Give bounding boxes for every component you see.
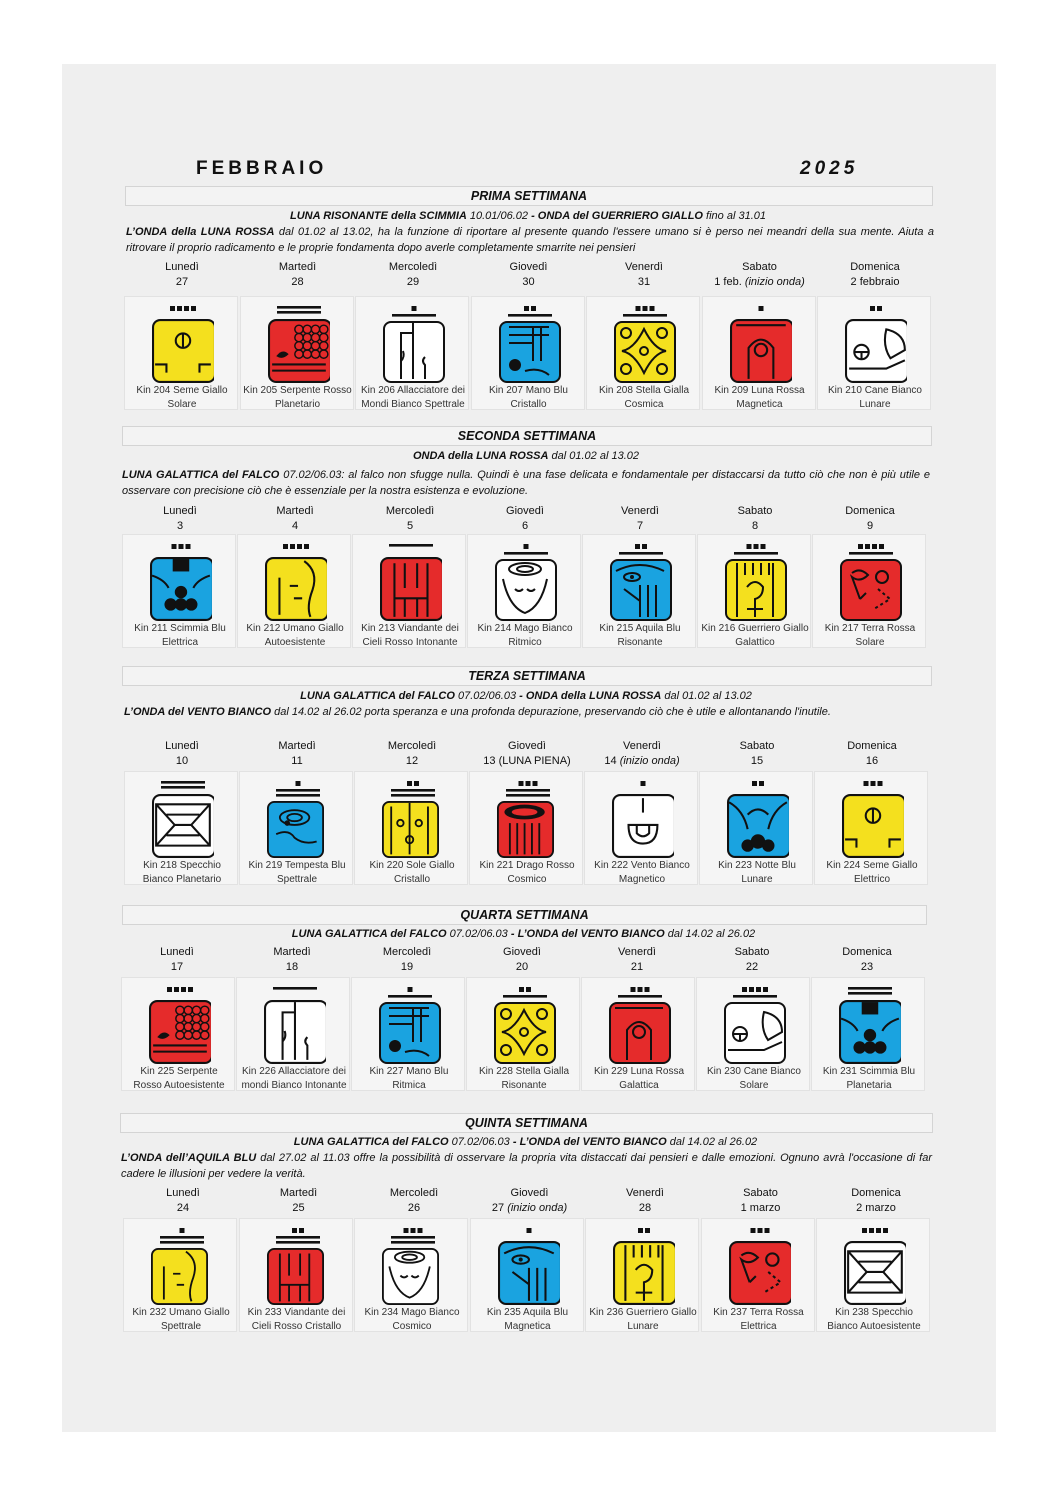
wave-dates: fino al 31.01 xyxy=(703,210,766,222)
day-name: Sabato xyxy=(734,946,770,958)
kin-glyph-icon xyxy=(842,778,904,858)
day-name: Mercoledì xyxy=(389,1187,439,1199)
day-name: Mercoledì xyxy=(387,740,437,752)
wave-dates: dal 01.02 al 13.02 xyxy=(548,450,639,462)
day-date: 8 xyxy=(751,520,759,532)
moon-name: LUNA GALATTICA del FALCO xyxy=(300,690,455,702)
day-name: Venerdì xyxy=(625,261,663,273)
day-name: Giovedì xyxy=(509,261,548,273)
kin-caption: Kin 218 Specchio Bianco Planetario xyxy=(142,860,222,885)
kin-cell xyxy=(469,771,583,885)
day-name: Domenica xyxy=(847,740,897,752)
kin-glyph-icon xyxy=(498,1225,560,1305)
day-date: 15 xyxy=(750,755,764,767)
kin-glyph-icon xyxy=(267,778,329,858)
kin-cell xyxy=(466,977,580,1091)
kin-glyph-icon xyxy=(729,1225,791,1305)
day-header xyxy=(354,739,470,769)
day-name: Martedì xyxy=(276,505,314,517)
kin-cell xyxy=(122,534,236,648)
kin-glyph-icon xyxy=(494,984,556,1064)
week-title: SECONDA SETTIMANA xyxy=(122,426,932,446)
kin-glyph-icon xyxy=(265,541,327,621)
kin-cell xyxy=(237,534,351,648)
day-header xyxy=(814,739,930,769)
day-date: 1 feb. (inizio onda) xyxy=(714,276,805,288)
kin-glyph-icon xyxy=(727,778,789,858)
wave-description xyxy=(126,224,934,256)
kin-glyph-icon xyxy=(844,1225,906,1305)
kin-glyph-icon xyxy=(840,541,902,621)
day-header xyxy=(122,504,238,534)
day-header xyxy=(697,504,813,534)
day-header xyxy=(702,260,818,290)
day-date: 9 xyxy=(866,520,874,532)
day-header xyxy=(703,1186,819,1216)
moon-wave-line xyxy=(122,688,930,704)
wave-description xyxy=(124,704,932,720)
day-name: Giovedì xyxy=(506,505,544,517)
kin-glyph-icon xyxy=(614,303,676,383)
moon-dates: 10.01/06.02 xyxy=(466,210,532,222)
kin-caption: Kin 219 Tempesta Blu Spettrale xyxy=(248,860,346,885)
wave-description xyxy=(122,467,930,499)
kin-glyph-icon xyxy=(379,984,441,1064)
kin-glyph-icon xyxy=(267,1225,329,1305)
kin-caption: Kin 235 Aquila Blu Magnetica xyxy=(486,1307,569,1332)
day-date: 2 febbraio xyxy=(850,276,900,288)
day-date: 16 xyxy=(865,755,879,767)
kin-caption: Kin 208 Stella Gialla Cosmica xyxy=(598,385,690,410)
day-date: 25 xyxy=(292,1202,305,1214)
day-name: Giovedì xyxy=(510,1187,549,1199)
wave-description-text: dal 27.02 al 11.03 offre la possibilità di osservare la propria vita distaccati dai pensieri e dalle emozioni. Ognuno avrà l'occasione di far cadere le illusioni per vedere la verità. xyxy=(121,1152,932,1180)
moon-dates: 07.02/06.03 xyxy=(448,1136,513,1148)
kin-caption: Kin 209 Luna Rossa Magnetica xyxy=(714,385,805,410)
kin-glyph-icon xyxy=(612,778,674,858)
wave-dates: dal 01.02 al 13.02 xyxy=(661,690,752,702)
kin-cell xyxy=(239,1218,353,1332)
kin-cell xyxy=(697,534,811,648)
day-header xyxy=(817,260,933,290)
moon-name: LUNA GALATTICA del FALCO xyxy=(291,928,447,940)
day-name: Martedì xyxy=(279,1187,318,1199)
day-name: Mercoledì xyxy=(385,505,435,517)
day-date: 12 xyxy=(405,755,419,767)
kin-caption: Kin 216 Guerriero Giallo Galattico xyxy=(701,623,809,648)
day-name: Giovedì xyxy=(503,946,541,958)
kin-caption: Kin 220 Sole Giallo Cristallo xyxy=(369,860,455,885)
moon-wave-line xyxy=(120,1134,931,1150)
day-date: 21 xyxy=(630,961,644,973)
wave-name: - ONDA del GUERRIERO GIALLO xyxy=(531,210,703,222)
day-date: 28 xyxy=(291,276,304,288)
day-date: 13 (LUNA PIENA) xyxy=(483,755,571,767)
kin-glyph-icon xyxy=(149,984,211,1064)
kin-glyph-icon xyxy=(382,778,444,858)
kin-cell xyxy=(121,977,235,1091)
day-date: 27 (inizio onda) xyxy=(491,1202,568,1214)
wave-name: - L’ONDA del VENTO BIANCO xyxy=(512,1136,667,1148)
kin-cell xyxy=(699,771,813,885)
kin-cell xyxy=(467,534,581,648)
kin-cell xyxy=(814,771,928,885)
kin-caption: Kin 221 Drago Rosso Cosmico xyxy=(479,860,575,885)
wave-description xyxy=(121,1150,932,1182)
day-date: 11 xyxy=(291,755,303,767)
kin-caption: Kin 232 Umano Giallo Spettrale xyxy=(132,1307,230,1332)
day-date: 27 xyxy=(175,276,189,288)
day-name: Sabato xyxy=(737,505,773,517)
day-name: Lunedì xyxy=(165,740,199,752)
day-name: Venerdì xyxy=(623,740,661,752)
day-name: Sabato xyxy=(739,740,775,752)
kin-glyph-icon xyxy=(839,984,901,1064)
day-name: Lunedì xyxy=(165,261,199,273)
day-name: Venerdì xyxy=(618,946,656,958)
kin-caption: Kin 238 Specchio Bianco Autoesistente xyxy=(827,1307,921,1332)
kin-cell xyxy=(702,296,816,410)
kin-caption: Kin 204 Seme Giallo Solare xyxy=(136,385,228,410)
wave-description-text: 07.02/06.03: al falco non sfugge nulla. Quindi è una fase delicata e fondamentale per distaccarsi da tutto ciò che non è più utile e osservare con precisione ciò che è essenziale per la nostra esistenza e evoluzione. xyxy=(122,469,930,497)
kin-glyph-icon xyxy=(724,984,786,1064)
moon-dates: 07.02/06.03 xyxy=(454,690,520,702)
moon-name: LUNA GALATTICA del FALCO xyxy=(293,1136,449,1148)
day-date: 4 xyxy=(291,520,299,532)
kin-cell xyxy=(124,771,238,885)
kin-caption: Kin 215 Aquila Blu Risonante xyxy=(599,623,681,648)
day-header xyxy=(467,504,583,534)
kin-caption: Kin 211 Scimmia Blu Elettrica xyxy=(134,623,226,648)
kin-glyph-icon xyxy=(380,541,442,621)
day-date: 19 xyxy=(400,961,414,973)
kin-caption: Kin 228 Stella Gialla Risonante xyxy=(478,1066,570,1091)
day-date: 29 xyxy=(406,276,420,288)
kin-glyph-icon xyxy=(152,303,214,383)
day-header xyxy=(124,260,240,290)
moon-wave-line xyxy=(125,208,931,224)
kin-cell xyxy=(584,771,698,885)
kin-cell xyxy=(585,1218,699,1332)
moon-wave-line xyxy=(122,926,925,942)
kin-glyph-icon xyxy=(268,303,330,383)
kin-caption: Kin 225 Serpente Rosso Autoesistente xyxy=(133,1066,225,1091)
kin-cell xyxy=(582,534,696,648)
kin-cell xyxy=(811,977,925,1091)
kin-cell xyxy=(351,977,465,1091)
kin-glyph-icon xyxy=(609,984,671,1064)
wave-description-title: L’ONDA del VENTO BIANCO xyxy=(124,706,272,718)
week-title: QUINTA SETTIMANA xyxy=(120,1113,933,1133)
kin-cell xyxy=(239,771,353,885)
kin-cell xyxy=(701,1218,815,1332)
wave-description-title: LUNA GALATTICA del FALCO xyxy=(122,469,280,481)
day-name: Domenica xyxy=(845,505,895,517)
day-date: 5 xyxy=(406,520,414,532)
kin-glyph-icon xyxy=(264,984,326,1064)
week-title: PRIMA SETTIMANA xyxy=(125,186,933,206)
wave-description-text: dal 01.02 al 13.02, ha la funzione di riportare al presente quando l'essere umano si è perso nei meandri della sua mente. Aiuta a ritrovare il proprio radicamento e le proprie fondamenta dopo averle completamente smarrite nei pensieri xyxy=(126,226,934,254)
day-header xyxy=(119,945,235,975)
day-header xyxy=(464,945,580,975)
kin-cell xyxy=(816,1218,930,1332)
day-header xyxy=(471,260,587,290)
day-header xyxy=(124,739,240,769)
day-header xyxy=(586,260,702,290)
kin-glyph-icon xyxy=(497,778,559,858)
kin-caption: Kin 237 Terra Rossa Elettrica xyxy=(713,1307,804,1332)
kin-caption: Kin 236 Guerriero Giallo Lunare xyxy=(589,1307,697,1332)
kin-cell xyxy=(354,1218,468,1332)
day-header xyxy=(812,504,928,534)
kin-cell xyxy=(240,296,354,410)
day-date: 24 xyxy=(176,1202,190,1214)
wave-description-text: dal 14.02 al 26.02 porta speranza e una profonda depurazione, preservando ciò che è utile e allontanando l'inutile. xyxy=(271,706,831,718)
day-date: 10 xyxy=(175,755,189,767)
day-header xyxy=(125,1186,241,1216)
kin-glyph-icon xyxy=(610,541,672,621)
day-name: Mercoledì xyxy=(382,946,432,958)
moon-name: LUNA RISONANTE della SCIMMIA xyxy=(290,210,467,222)
kin-cell xyxy=(471,296,585,410)
day-date: 26 xyxy=(407,1202,421,1214)
day-header xyxy=(352,504,468,534)
kin-caption: Kin 224 Seme Giallo Elettrico xyxy=(826,860,918,885)
kin-cell xyxy=(586,296,700,410)
day-header xyxy=(241,1186,357,1216)
kin-caption: Kin 226 Allacciatore dei mondi Bianco Intonante xyxy=(241,1066,347,1091)
day-date: 28 xyxy=(638,1202,652,1214)
kin-glyph-icon xyxy=(495,541,557,621)
day-date: 23 xyxy=(860,961,874,973)
wave-name: - ONDA della LUNA ROSSA xyxy=(519,690,662,702)
day-date: 7 xyxy=(636,520,644,532)
day-name: Giovedì xyxy=(508,740,546,752)
day-header xyxy=(809,945,925,975)
day-name: Mercoledì xyxy=(388,261,438,273)
kin-caption: Kin 207 Mano Blu Cristallo xyxy=(489,385,568,410)
kin-cell xyxy=(812,534,926,648)
day-date: 20 xyxy=(515,961,529,973)
day-name: Sabato xyxy=(742,261,777,273)
week-title: TERZA SETTIMANA xyxy=(122,666,932,686)
day-header xyxy=(582,504,698,534)
day-name: Sabato xyxy=(743,1187,778,1199)
day-header xyxy=(472,1186,588,1216)
kin-glyph-icon xyxy=(150,541,212,621)
wave-description-title: L’ONDA dell’AQUILA BLU xyxy=(121,1152,257,1164)
day-name: Venerdì xyxy=(626,1187,664,1199)
day-name: Domenica xyxy=(850,261,900,273)
day-header xyxy=(818,1186,934,1216)
kin-cell xyxy=(817,296,931,410)
day-header xyxy=(349,945,465,975)
kin-glyph-icon xyxy=(382,1225,444,1305)
day-date: 6 xyxy=(521,520,529,532)
kin-glyph-icon xyxy=(845,303,907,383)
day-header xyxy=(234,945,350,975)
day-date: 14 (inizio onda) xyxy=(604,755,680,767)
day-date: 3 xyxy=(176,520,184,532)
day-header xyxy=(584,739,700,769)
kin-cell xyxy=(355,296,469,410)
day-date: 18 xyxy=(285,961,299,973)
day-name: Lunedì xyxy=(166,1187,200,1199)
kin-caption: Kin 210 Cane Bianco Lunare xyxy=(828,385,922,410)
day-name: Domenica xyxy=(851,1187,901,1199)
kin-glyph-icon xyxy=(725,541,787,621)
day-header xyxy=(699,739,815,769)
kin-caption: Kin 222 Vento Bianco Magnetico xyxy=(594,860,690,885)
kin-caption: Kin 205 Serpente Rosso Planetario xyxy=(243,385,352,410)
day-header xyxy=(694,945,810,975)
kin-caption: Kin 233 Viandante dei Cieli Rosso Cristallo xyxy=(247,1307,346,1332)
kin-caption: Kin 227 Mano Blu Ritmica xyxy=(369,1066,449,1091)
day-header xyxy=(469,739,585,769)
kin-glyph-icon xyxy=(730,303,792,383)
day-header xyxy=(237,504,353,534)
day-date: 31 xyxy=(637,276,651,288)
day-name: Lunedì xyxy=(163,505,197,517)
day-header xyxy=(239,739,355,769)
day-name: Martedì xyxy=(278,261,317,273)
moon-name: ONDA della LUNA ROSSA xyxy=(412,450,549,462)
day-date: 2 marzo xyxy=(856,1202,896,1214)
kin-glyph-icon xyxy=(151,1225,213,1305)
year-title: 2025 xyxy=(800,158,859,179)
kin-caption: Kin 231 Scimmia Blu Planetaria xyxy=(822,1066,916,1091)
day-header xyxy=(579,945,695,975)
day-date: 17 xyxy=(170,961,184,973)
kin-caption: Kin 217 Terra Rossa Solare xyxy=(824,623,916,648)
kin-cell xyxy=(123,1218,237,1332)
kin-caption: Kin 213 Viandante dei Cieli Rosso Intonante xyxy=(361,623,459,648)
day-name: Domenica xyxy=(842,946,892,958)
kin-cell xyxy=(470,1218,584,1332)
kin-caption: Kin 223 Notte Blu Lunare xyxy=(718,860,796,885)
wave-name: - L’ONDA del VENTO BIANCO xyxy=(510,928,665,940)
moon-wave-line xyxy=(122,448,930,464)
kin-cell xyxy=(124,296,238,410)
day-name: Martedì xyxy=(278,740,316,752)
kin-glyph-icon xyxy=(383,303,445,383)
day-header xyxy=(355,260,471,290)
day-name: Martedì xyxy=(273,946,311,958)
day-name: Venerdì xyxy=(621,505,659,517)
moon-dates: 07.02/06.03 xyxy=(446,928,511,940)
kin-caption: Kin 229 Luna Rossa Galattica xyxy=(593,1066,685,1091)
day-date: 22 xyxy=(745,961,759,973)
day-header xyxy=(356,1186,472,1216)
kin-cell xyxy=(236,977,350,1091)
day-header xyxy=(587,1186,703,1216)
kin-glyph-icon xyxy=(152,778,214,858)
day-date: 30 xyxy=(522,276,535,288)
week-title: QUARTA SETTIMANA xyxy=(122,905,927,925)
day-name: Lunedì xyxy=(160,946,194,958)
kin-glyph-icon xyxy=(613,1225,675,1305)
wave-description-title: L’ONDA della LUNA ROSSA xyxy=(126,226,275,238)
day-date: 1 marzo xyxy=(740,1202,781,1214)
day-header xyxy=(240,260,356,290)
kin-caption: Kin 212 Umano Giallo Autoesistente xyxy=(246,623,344,648)
kin-caption: Kin 230 Cane Bianco Solare xyxy=(707,1066,801,1091)
kin-glyph-icon xyxy=(499,303,561,383)
wave-dates: dal 14.02 al 26.02 xyxy=(666,1136,758,1148)
kin-cell xyxy=(354,771,468,885)
kin-caption: Kin 234 Mago Bianco Cosmico xyxy=(364,1307,460,1332)
kin-caption: Kin 206 Allacciatore dei Mondi Bianco Spettrale xyxy=(361,385,465,410)
kin-cell xyxy=(581,977,695,1091)
wave-dates: dal 14.02 al 26.02 xyxy=(664,928,756,940)
month-title: FEBBRAIO xyxy=(196,158,328,179)
kin-caption: Kin 214 Mago Bianco Ritmico xyxy=(477,623,573,648)
kin-cell xyxy=(696,977,810,1091)
kin-cell xyxy=(352,534,466,648)
